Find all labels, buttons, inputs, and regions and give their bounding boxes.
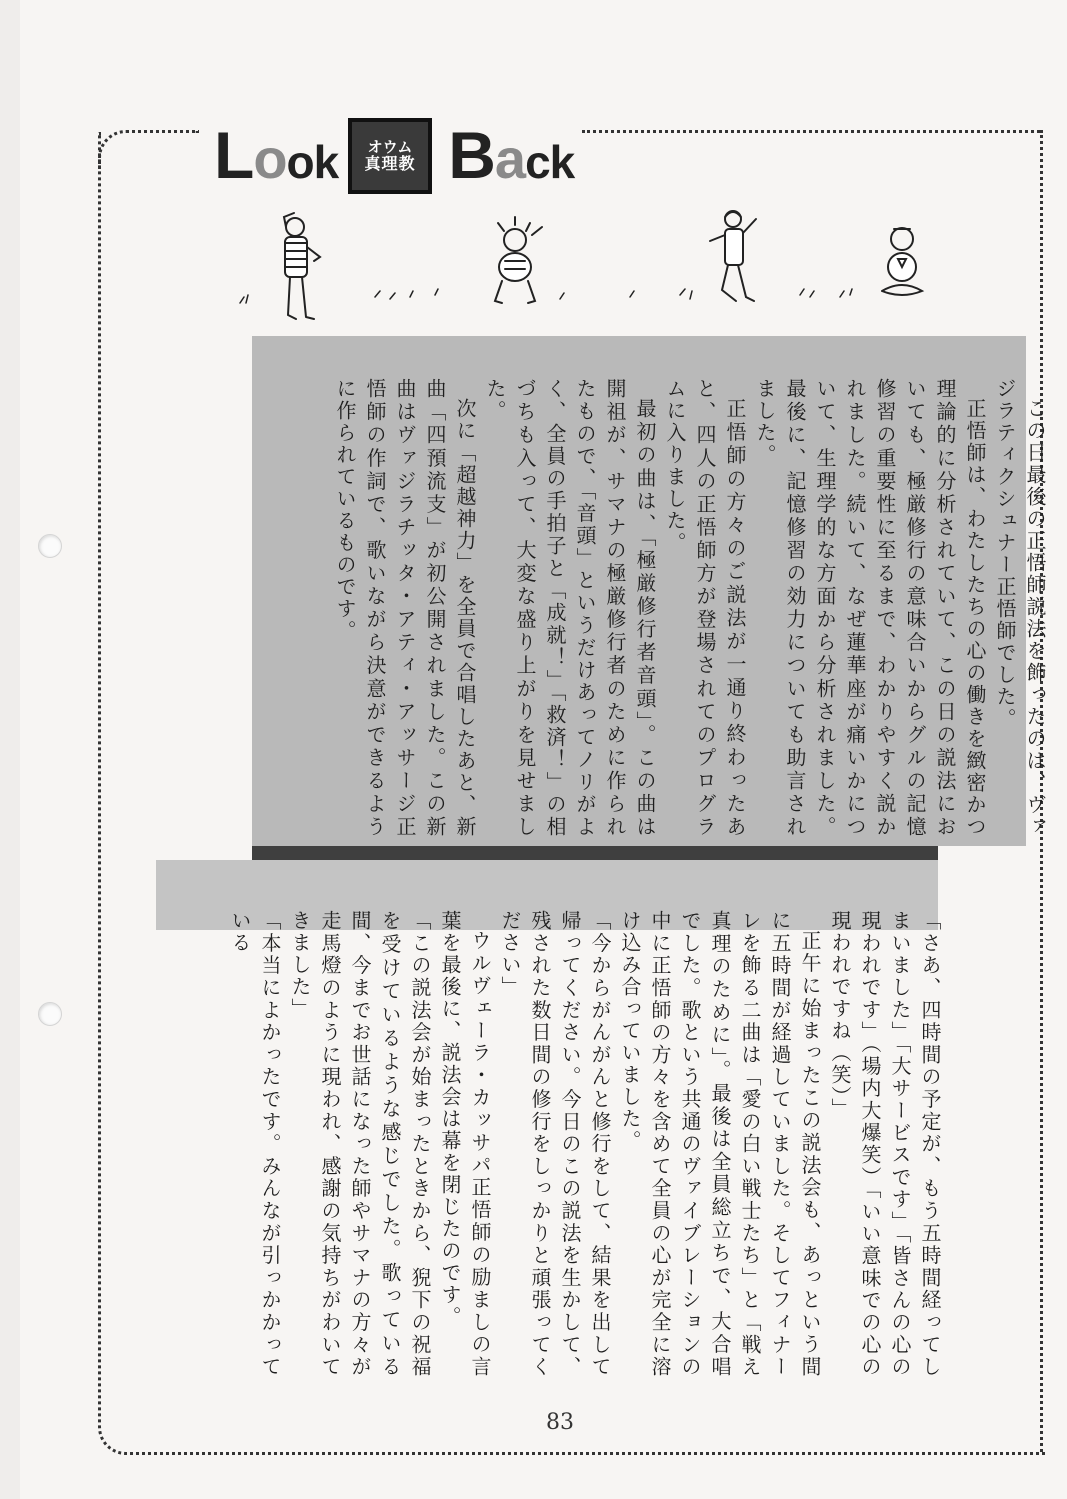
article-paragraph: 「さあ、四時間の予定が、もう五時間経ってしまいました」「大サービスです」「皆さんの心の現われです」（場内大爆笑）「いい意味での心の現われですね（笑）」 [828, 910, 942, 1378]
article-paragraph: 正悟師の方々のご説法が一通り終わったあと、四人の正悟師方が登場されてのプログラムに入りました。 [663, 378, 747, 839]
title-letters-ok: ok [286, 136, 339, 188]
title-letter-l: L [214, 118, 254, 192]
article-paragraph: ウルヴェーラ・カッサパ正悟師の励ましの言葉を最後に、説法会は幕を閉じたのです。 [438, 910, 492, 1378]
article-upper-column [330, 378, 1050, 838]
squatting-figure-illustration [495, 217, 542, 303]
article-paragraph: 次に「超越神力」を全員で合唱したあと、新曲「四預流支」が初公開されました。この新曲はヴァジラチッタ・アティ・アッサージ正悟師の作詞で、歌いながら決意ができるように作られているものです。 [333, 378, 477, 838]
aum-badge [348, 118, 432, 194]
title-letters-ck: ck [525, 136, 575, 188]
standing-figure-illustration [284, 213, 320, 319]
article-paragraph: 「この説法会が始まったときから、猊下の祝福を受けているような感じでした。歌っている間、今までお世話になった師やサマナの方々が走馬燈のように現われ、感謝の気持ちがわいてきました」 [288, 910, 432, 1378]
grass-tufts-illustration [240, 289, 852, 303]
binder-hole-upper [38, 534, 62, 558]
dotted-frame-top-left [98, 130, 199, 169]
article-paragraph: 正午に始まったこの説法会も、あっという間に五時間が経過していました。そしてフィナーレを飾る二曲は「愛の白い戦士たち」と「戦え真理のために」。最後は全員総立ちで、大合唱でした。歌という共通のヴァイブレーションの中に正悟師の方々を含めて全員の心が完全に溶け込み合っていました。 [618, 910, 822, 1378]
article-paragraph: 正悟師は、わたしたちの心の働きを緻密かつ理論的に分析されていて、この日の説法においても、極厳修行の意味合いからグルの記憶修習の重要性に至るまで、わかりやすく説かれました。続いて、なぜ蓮華座が痛いかについて、生理学的な方面から分析されました。最後に、記憶修習の効力についても助言されました。 [753, 378, 987, 838]
cartoon-figures-illustration [230, 205, 950, 330]
dancing-figure-illustration [710, 211, 756, 301]
badge-line-1: オウム [367, 137, 413, 156]
badge-line-2: 真理教 [364, 154, 416, 174]
article-paragraph: 「本当によかったです。みんなが引っかかっている [228, 910, 282, 1378]
article-paragraph: 最初の曲は、「極厳修行者音頭」。この曲は開祖が、サマナの極厳修行者のために作られたもので、「音頭」というだけあってノリがよく、全員の手拍子と「成就！」「救済！」の相づちも入って、大変な盛り上がりを見せました。 [483, 378, 657, 838]
page-binding-edge [0, 0, 20, 1499]
meditating-figure-illustration [882, 228, 922, 295]
dotted-frame-top-right [582, 130, 1040, 133]
divider-bar [252, 846, 938, 860]
title-letter-o-gray: o [253, 127, 287, 190]
binder-hole-lower [38, 1002, 62, 1026]
article-paragraph: この日最後の正悟師説法を飾ったのは、ヴァジラティクシュナー正悟師でした。 [993, 378, 1047, 838]
article-lower-column [225, 910, 945, 1378]
title-letter-a-gray: a [494, 127, 526, 190]
page-number: 83 [546, 1410, 574, 1435]
article-paragraph: 「今からがんがんと修行をして、結果を出して帰ってください。今日のこの説法を生かして、残された数日間の修行をしっかりと頑張ってください」 [498, 910, 612, 1378]
title-letter-b: B [448, 118, 495, 192]
